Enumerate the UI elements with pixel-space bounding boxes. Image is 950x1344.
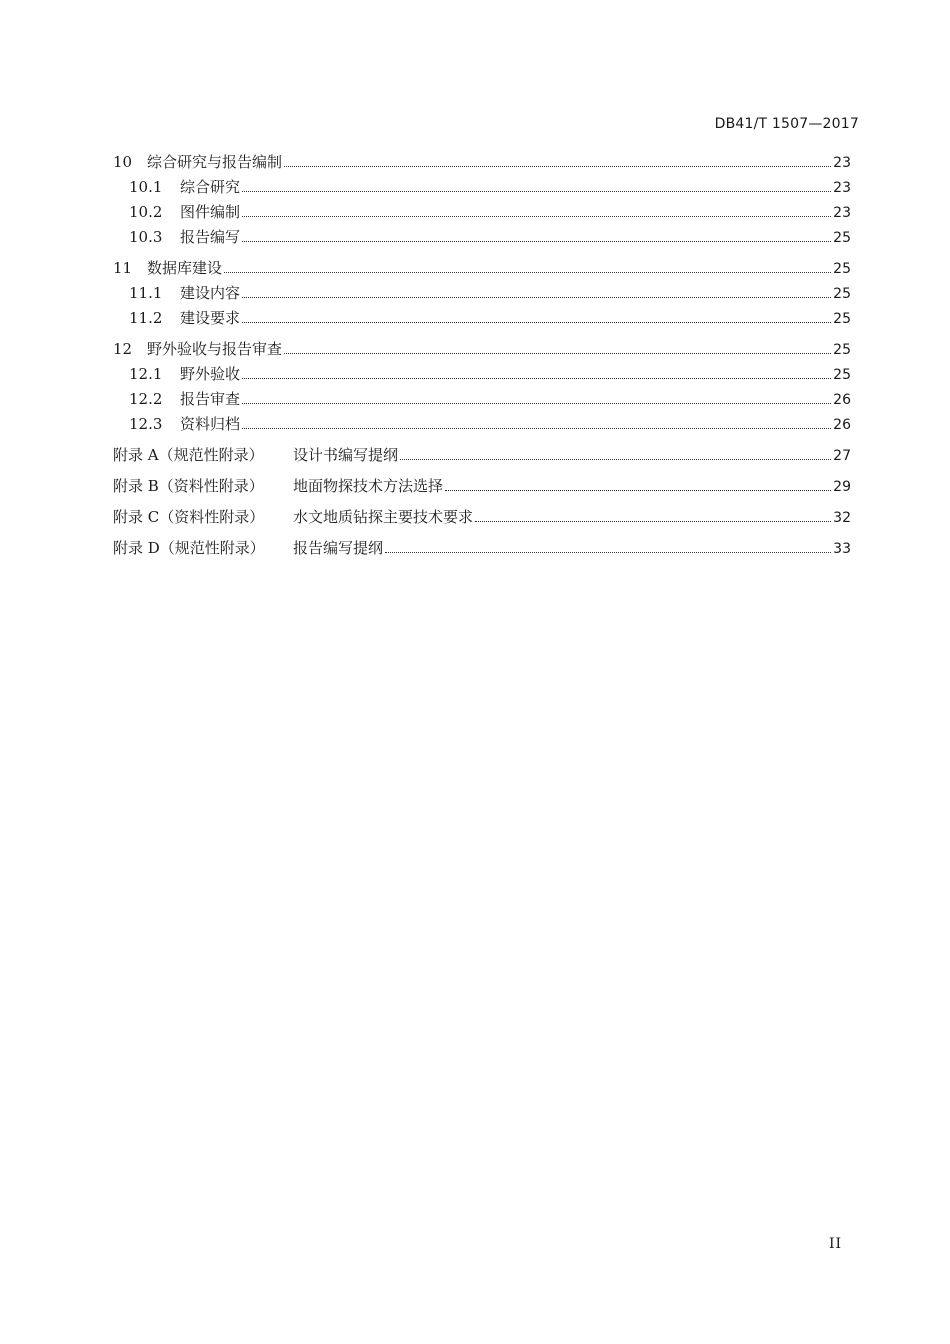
toc-subsection-12-2[interactable] [113,387,851,412]
toc-subsection-number: 10.3 [129,228,163,246]
toc-section-number: 12 [113,340,133,358]
toc-page-number: 25 [833,311,851,327]
table-of-contents [113,150,851,561]
toc-section-number: 10 [113,153,133,171]
toc-leader-dots [224,272,831,273]
toc-subsection-number: 12.3 [129,415,163,433]
toc-appendix-b[interactable] [113,474,851,499]
toc-appendix-title: 报告编写提纲 [293,539,384,557]
toc-subsection-title: 建设要求 [180,309,241,327]
toc-section-title: 综合研究与报告编制 [147,153,283,171]
toc-page-number: 26 [833,392,851,408]
toc-appendix-label: 附录 A（规范性附录） [113,446,264,464]
toc-subsection-number: 11.2 [129,309,163,327]
toc-subsection-title: 报告审查 [180,390,241,408]
toc-section-title: 数据库建设 [147,259,223,277]
toc-appendix-label: 附录 C（资料性附录） [113,508,265,526]
toc-page-number: 25 [833,261,851,277]
toc-subsection-title: 综合研究 [180,178,241,196]
toc-subsection-title: 报告编写 [180,228,241,246]
toc-subsection-10-3[interactable] [113,225,851,250]
toc-subsection-12-1[interactable] [113,362,851,387]
toc-page-number: 26 [833,417,851,433]
toc-section-11[interactable] [113,256,851,281]
toc-subsection-10-2[interactable] [113,200,851,225]
toc-subsection-number: 11.1 [129,284,163,302]
toc-subsection-title: 野外验收 [180,365,241,383]
toc-appendix-c[interactable] [113,505,851,530]
toc-subsection-title: 资料归档 [180,415,241,433]
toc-appendix-title: 地面物探技术方法选择 [293,477,444,495]
toc-appendix-d[interactable] [113,536,851,561]
toc-subsection-number: 10.2 [129,203,163,221]
toc-page-number: 23 [833,205,851,221]
toc-leader-dots [284,353,831,354]
toc-appendix-a[interactable] [113,443,851,468]
toc-page-number: 23 [833,155,851,171]
page-number: II [829,1236,843,1252]
toc-page-number: 25 [833,286,851,302]
toc-section-10[interactable] [113,150,851,175]
toc-appendix-title: 水文地质钻探主要技术要求 [293,508,474,526]
toc-leader-dots [242,191,831,192]
toc-subsection-number: 10.1 [129,178,163,196]
toc-leader-dots [385,552,831,553]
toc-section-title: 野外验收与报告审查 [147,340,283,358]
toc-subsection-number: 12.1 [129,365,163,383]
toc-leader-dots [445,490,831,491]
toc-page-number: 32 [833,510,851,526]
toc-subsection-12-3[interactable] [113,412,851,437]
toc-leader-dots [242,322,831,323]
toc-page-number: 29 [833,479,851,495]
toc-subsection-title: 建设内容 [180,284,241,302]
toc-page-number: 33 [833,541,851,557]
toc-section-12[interactable] [113,337,851,362]
toc-section-number: 11 [113,259,133,277]
toc-page-number: 25 [833,342,851,358]
toc-appendix-label: 附录 B（资料性附录） [113,477,264,495]
toc-subsection-title: 图件编制 [180,203,241,221]
toc-page-number: 25 [833,230,851,246]
toc-page-number: 27 [833,448,851,464]
toc-appendix-label: 附录 D（规范性附录） [113,539,265,557]
toc-leader-dots [242,297,831,298]
document-code: DB41/T 1507—2017 [714,116,859,132]
toc-subsection-11-2[interactable] [113,306,851,331]
toc-leader-dots [242,241,831,242]
toc-subsection-11-1[interactable] [113,281,851,306]
toc-leader-dots [242,428,831,429]
toc-subsection-10-1[interactable] [113,175,851,200]
toc-page-number: 23 [833,180,851,196]
toc-leader-dots [400,459,831,460]
toc-leader-dots [242,403,831,404]
toc-leader-dots [242,216,831,217]
toc-leader-dots [475,521,831,522]
toc-leader-dots [284,166,831,167]
toc-leader-dots [242,378,831,379]
toc-subsection-number: 12.2 [129,390,163,408]
toc-appendix-title: 设计书编写提纲 [293,446,399,464]
toc-page-number: 25 [833,367,851,383]
